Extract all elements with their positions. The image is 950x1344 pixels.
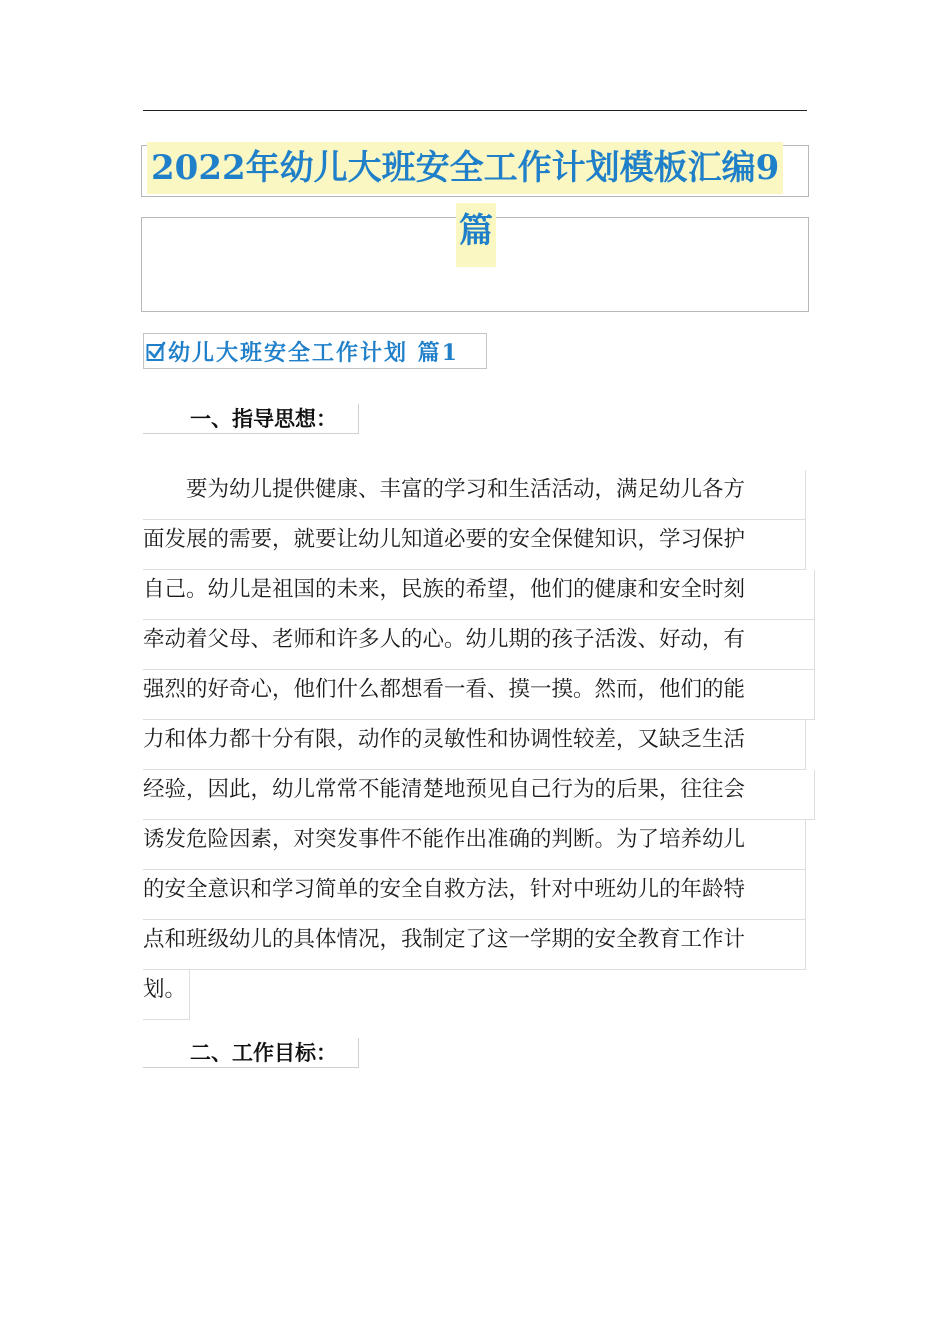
paragraph-line: 牵动着父母、老师和许多人的心。幼儿期的孩子活泼、好动，有	[143, 620, 815, 670]
paragraph-line: 力和体力都十分有限，动作的灵敏性和协调性较差，又缺乏生活	[143, 720, 806, 770]
paragraph-line: 的安全意识和学习简单的安全自救方法，针对中班幼儿的年龄特	[143, 870, 806, 920]
top-rule	[143, 110, 807, 111]
paragraph-line: 要为幼儿提供健康、丰富的学习和生活活动，满足幼儿各方	[143, 470, 806, 520]
paragraph-line: 强烈的好奇心，他们什么都想看一看、摸一摸。然而，他们的能	[143, 670, 815, 720]
document-title-continued: 篇	[456, 203, 496, 267]
document-title: 2022年幼儿大班安全工作计划模板汇编9	[147, 142, 783, 194]
checkbox-checked-icon	[146, 340, 166, 362]
section-heading	[143, 333, 487, 369]
section-heading-text: 幼儿大班安全工作计划 篇1	[168, 339, 459, 366]
subheading-work-goals: 二、工作目标：	[143, 1038, 359, 1068]
paragraph-line: 诱发危险因素，对突发事件不能作出准确的判断。为了培养幼儿	[143, 820, 806, 870]
subheading-guiding-thought: 一、指导思想：	[143, 404, 359, 434]
paragraph-line: 面发展的需要，就要让幼儿知道必要的安全保健知识，学习保护	[143, 520, 806, 570]
paragraph-line: 点和班级幼儿的具体情况，我制定了这一学期的安全教育工作计	[143, 920, 806, 970]
paragraph-line: 划。	[143, 970, 190, 1020]
paragraph	[143, 470, 815, 1020]
paragraph-line: 自己。幼儿是祖国的未来，民族的希望，他们的健康和安全时刻	[143, 570, 815, 620]
paragraph-line: 经验，因此，幼儿常常不能清楚地预见自己行为的后果，往往会	[143, 770, 815, 820]
